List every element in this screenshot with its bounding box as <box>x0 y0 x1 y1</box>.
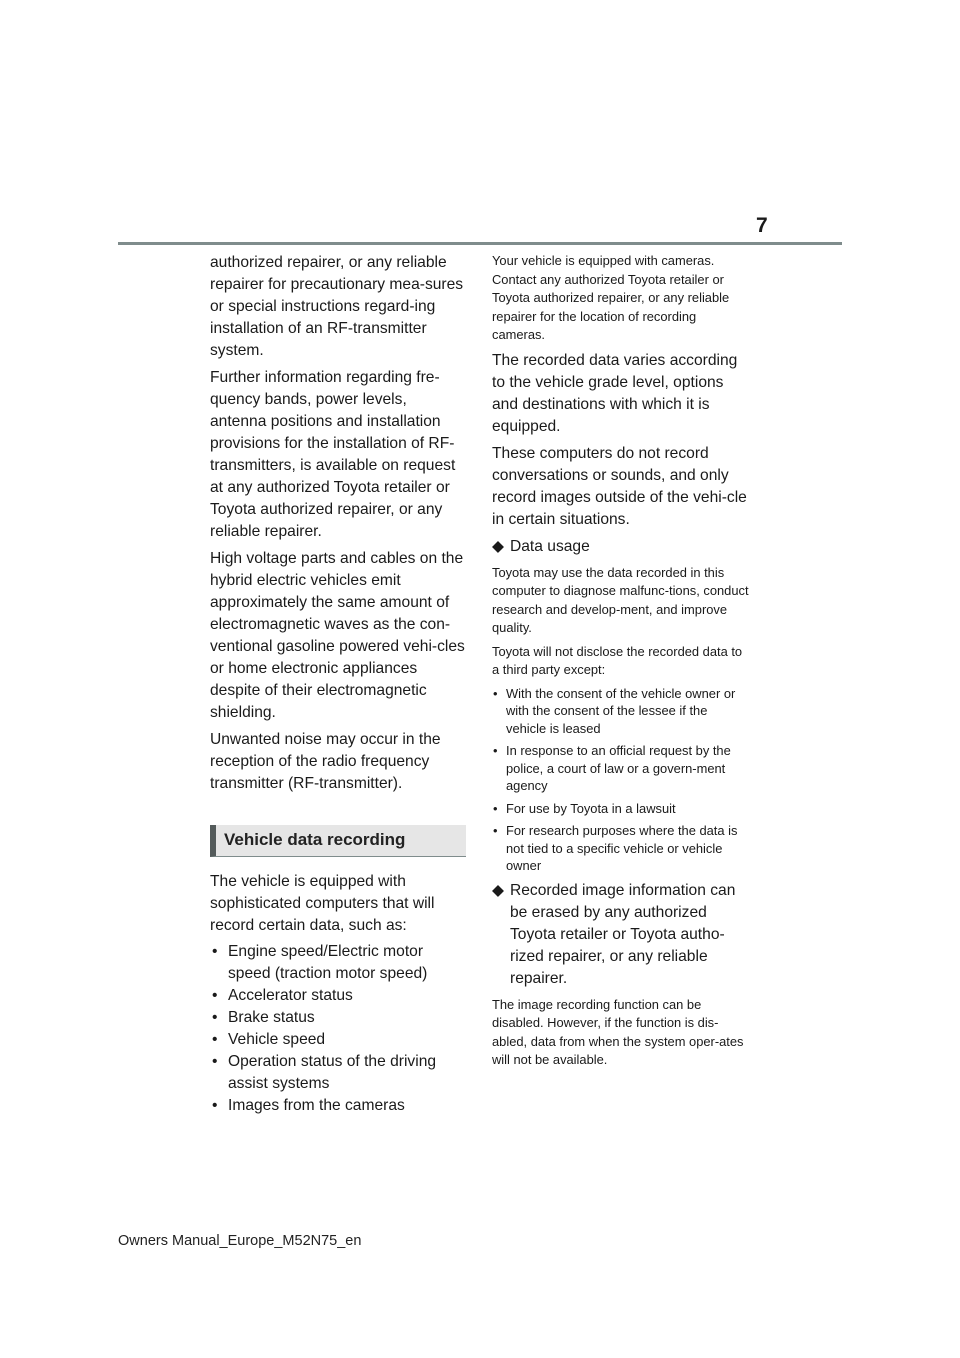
list-item: • Engine speed/Electric motor speed (traction motor speed) <box>210 941 466 985</box>
disclosure-exceptions-list <box>492 685 750 875</box>
list-item: • In response to an official request by the police, a court of law or a govern-ment agency <box>492 742 750 795</box>
subheading-erase-images <box>492 880 750 990</box>
section-title-vehicle-data-recording: Vehicle data recording <box>210 825 466 857</box>
list-item: • Vehicle speed <box>210 1029 466 1051</box>
list-item: • Images from the cameras <box>210 1095 466 1117</box>
paragraph-frequency-info: Further information regarding fre-quency bands, power levels, antenna positions and installation provisions for the installation of RF-transmitters, is available on request at any authorized Toyota retailer or Toyota authorized repairer, or any reliable repairer. <box>210 369 456 540</box>
list-item: • Brake status <box>210 1007 466 1029</box>
paragraph-no-sounds: These computers do not record conversations or sounds, and only record images outside of the vehi-cle in certain situations. <box>492 444 747 528</box>
list-item: • For research purposes where the data is not tied to a specific vehicle or vehicle owner <box>492 822 750 875</box>
header-rule <box>118 242 842 245</box>
list-item: • Operation status of the driving assist systems <box>210 1051 466 1095</box>
paragraph-recording-intro: The vehicle is equipped with sophisticated computers that will record certain data, such as: <box>210 873 435 934</box>
paragraph-unwanted-noise: Unwanted noise may occur in the reception of the radio frequency transmitter (RF-transmitter). <box>210 731 441 792</box>
list-item: • Accelerator status <box>210 985 466 1007</box>
paragraph-disclosure: Toyota will not disclose the recorded data to a third party except: <box>492 643 743 677</box>
left-column <box>210 252 466 1117</box>
list-item: • For use by Toyota in a lawsuit <box>492 800 750 818</box>
note-cameras: Your vehicle is equipped with cameras. Contact any authorized Toyota retailer or Toyota authorized repairer, or any reliable repairer for the location of recording cameras. <box>492 253 730 342</box>
recorded-data-list <box>210 941 466 1117</box>
list-item: • With the consent of the vehicle owner or with the consent of the lessee if the vehicle is leased <box>492 685 750 738</box>
paragraph-data-usage: Toyota may use the data recorded in this computer to diagnose malfunc-tions, conduct research and develop-ment, and improve quality. <box>492 564 749 635</box>
paragraph-rf-repairer: authorized repairer, or any reliable repairer for precautionary mea-sures or special instructions regard-ing installation of an RF-transmitter system. <box>210 254 464 359</box>
right-column <box>492 252 750 1075</box>
subheading-data-usage-label: Data usage <box>510 537 590 555</box>
footer-manual-id: Owners Manual_Europe_M52N75_en <box>118 1233 362 1249</box>
diamond-bullet-icon: ◆ <box>492 881 504 899</box>
paragraph-disable-recording: The image recording function can be disabled. However, if the function is dis-abled, data from when the system oper-ates will not be available. <box>492 996 744 1067</box>
page-number: 7 <box>756 214 768 237</box>
paragraph-high-voltage: High voltage parts and cables on the hybrid electric vehicles emit approximately the same amount of electromagnetic waves as the con-ventional gasoline powered vehi-cles or home electronic appliances despite of their electromagnetic shielding. <box>210 550 465 721</box>
diamond-bullet-icon: ◆ <box>492 537 504 555</box>
subheading-data-usage <box>492 536 750 558</box>
paragraph-recorded-data-varies: The recorded data varies according to the vehicle grade level, options and destinations with which it is equipped. <box>492 351 738 435</box>
subheading-erase-images-label: Recorded image information can be erased by any authorized Toyota retailer or Toyota autho-rized repairer, or any reliable repairer. <box>510 881 736 987</box>
